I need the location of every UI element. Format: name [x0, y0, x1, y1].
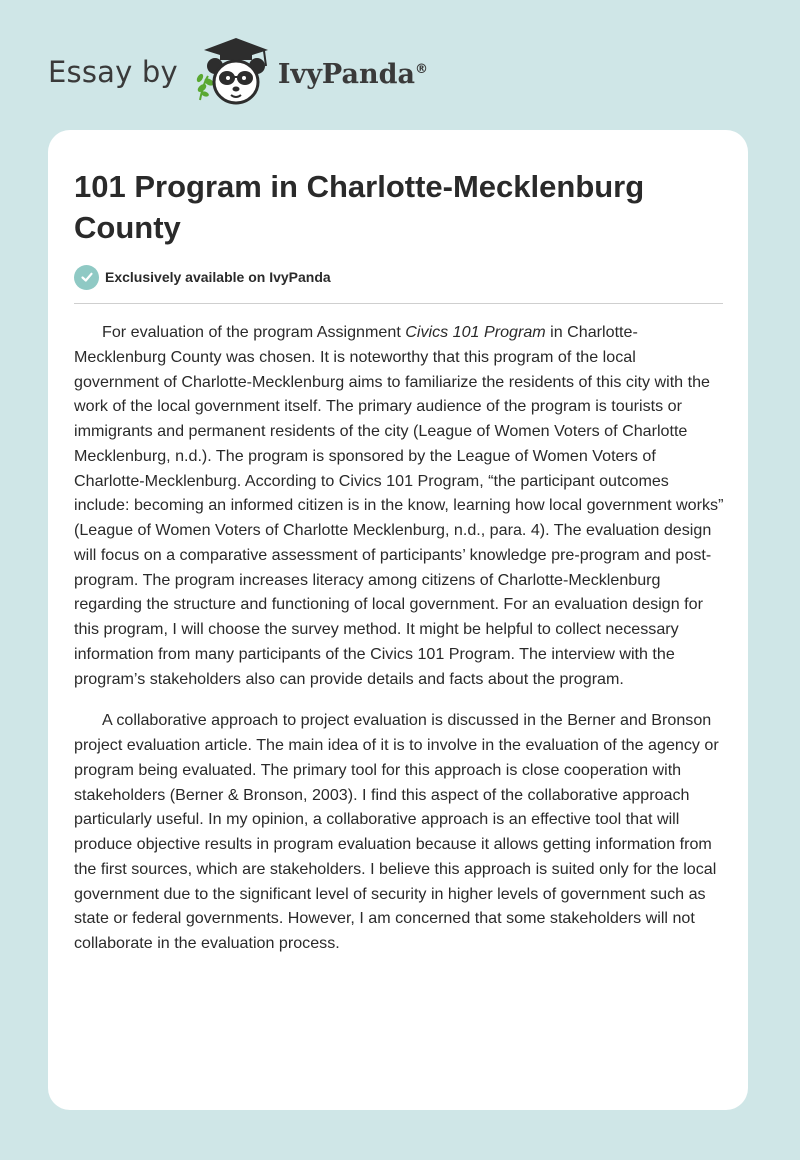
- site-header: [48, 36, 508, 108]
- exclusive-label: Exclusively available on IvyPanda: [105, 269, 331, 285]
- paragraph-1-start: For evaluation of the program Assignment: [102, 323, 406, 341]
- paragraph-1-rest: in Charlotte-Mecklenburg County was chosen. It is noteworthy that this program of the local government of Charlotte-Mecklenburg aims to familiarize the residents of this city with the work of the local government itself. The primary audience of the program is tourists or immigrants and permanent residents of the city (League of Women Voters of Charlotte Mecklenburg, n.d.). The program is sponsored by the League of Women Voters of Charlotte-Mecklenburg. According to Civics 101 Program, “the participant outcomes include: becoming an informed citizen is in the know, learning how local government works” (League of Women Voters of Charlotte Mecklenburg, n.d., para. 4). The evaluation design will focus on a comparative assessment of participants’ knowledge pre-program and post-program. The program increases literacy among citizens of Charlotte-Mecklenburg regarding the structure and functioning of local government. For an evaluation design for this program, I will choose the survey method. It might be helpful to collect necessary information from many participants of the Civics 101 Program. The interview with the program’s stakeholders also can provide details and facts about the program.: [74, 323, 724, 688]
- brand-label: IvyPanda: [277, 58, 415, 90]
- divider: [74, 303, 723, 304]
- panda-graduate-logo-icon[interactable]: [186, 36, 286, 108]
- essay-body: [74, 320, 724, 973]
- check-circle-icon: [74, 265, 99, 290]
- paragraph-1: [74, 320, 724, 691]
- exclusive-badge: [74, 264, 331, 290]
- paragraph-2: A collaborative approach to project evaluation is discussed in the Berner and Bronson project evaluation article. The main idea of it is to involve in the evaluation of the agency or program being evaluated. The primary tool for this approach is close cooperation with stakeholders (Berner & Bronson, 2003). I find this aspect of the collaborative approach particularly useful. In my opinion, a collaborative approach is an effective tool that will produce objective results in program evaluation because it allows getting information from the first sources, which are stakeholders. I believe this approach is suited only for the local government due to the significant level of security in higher levels of government such as state or federal governments. However, I am concerned that some stakeholders will not collaborate in the evaluation process.: [74, 711, 719, 952]
- essay-by-label: Essay by: [48, 55, 178, 89]
- program-name-italic: Civics 101 Program: [405, 323, 546, 341]
- essay-card: [48, 130, 748, 1110]
- brand-name[interactable]: [278, 59, 428, 90]
- page-title: 101 Program in Charlotte-Mecklenburg County: [74, 169, 645, 245]
- registered-mark: ®: [414, 61, 428, 77]
